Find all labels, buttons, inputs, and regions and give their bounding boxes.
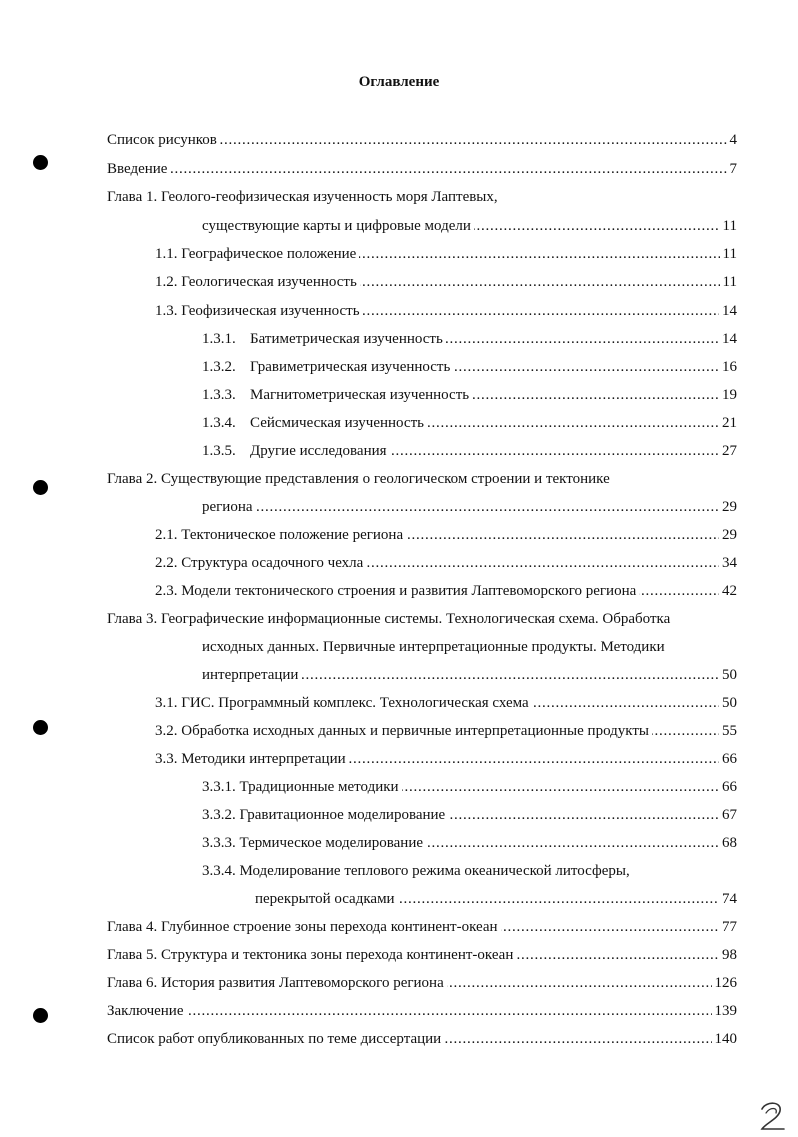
- toc-entry-page: 29: [719, 525, 737, 545]
- toc-entry-page: 11: [720, 244, 737, 264]
- toc-entry-page: 42: [719, 581, 737, 601]
- toc-entry-page: 34: [719, 553, 737, 573]
- toc-entry-number: 1.3.3.: [202, 387, 236, 403]
- toc-entry: [202, 497, 737, 517]
- toc-entry: [255, 889, 737, 909]
- toc-entry: [107, 973, 737, 993]
- toc-entry-page: 11: [720, 216, 737, 236]
- toc-entry-page: 14: [719, 301, 737, 321]
- toc-entry-text: 2.2. Структура осадочного чехла: [155, 553, 366, 573]
- toc-entry: [155, 581, 737, 601]
- toc-entry: [202, 441, 737, 461]
- toc-entry-text: перекрытой осадками: [255, 889, 398, 909]
- toc-entry-page: 16: [719, 357, 737, 377]
- toc-entry: [202, 833, 737, 853]
- toc-entry-text: 3.3. Методики интерпретации: [155, 749, 349, 769]
- toc-entry-page: 140: [712, 1029, 738, 1049]
- toc-entry-text: 2.3. Модели тектонического строения и развития Лаптевоморского региона: [155, 581, 639, 601]
- toc-entry-text: 3.3.2. Гравитационное моделирование: [202, 805, 448, 825]
- toc-entry-text: 1.2. Геологическая изученность: [155, 272, 360, 292]
- toc-entry-text: исходных данных. Первичные интерпретационные продукты. Методики: [202, 639, 665, 655]
- toc-chapter-heading: [202, 637, 737, 657]
- toc-entry: [107, 130, 737, 150]
- toc-entry-text: Глава 6. История развития Лаптевоморского региона: [107, 973, 447, 993]
- handwritten-page-mark: [756, 1099, 790, 1133]
- toc-entry: [155, 721, 737, 741]
- toc-entry-text: Список рисунков: [107, 130, 220, 150]
- toc-entry-text: интерпретации: [202, 665, 301, 685]
- toc-entry-text: существующие карты и цифровые модели: [202, 216, 474, 236]
- toc-entry-page: 67: [719, 805, 737, 825]
- toc-entry-page: 14: [719, 329, 737, 349]
- toc-entry-page: 68: [719, 833, 737, 853]
- toc-entry-text: Батиметрическая изученность: [250, 331, 443, 347]
- toc-entry-text: 1.1. Географическое положение: [155, 244, 359, 264]
- toc-entry-text: Список работ опубликованных по теме диссертации: [107, 1029, 444, 1049]
- toc-entry-page: 66: [719, 749, 737, 769]
- toc-entry-page: 4: [727, 130, 738, 150]
- toc-entry-page: 19: [719, 385, 737, 405]
- toc-entry-text: 3.1. ГИС. Программный комплекс. Технологическая схема: [155, 693, 532, 713]
- toc-entry-text: Глава 2. Существующие представления о геологическом строении и тектонике: [107, 471, 610, 487]
- toc-entry-text: региона: [202, 497, 256, 517]
- toc-entry-text: 3.3.3. Термическое моделирование: [202, 833, 426, 853]
- toc-entry: [202, 665, 737, 685]
- toc-entry-page: 126: [712, 973, 738, 993]
- toc-entry-page: 74: [719, 889, 737, 909]
- toc-entry-page: 50: [719, 665, 737, 685]
- toc-entry-text: Гравиметрическая изученность: [250, 359, 451, 375]
- toc-entry: [155, 525, 737, 545]
- toc-entry-text: Глава 1. Геолого-геофизическая изученность моря Лаптевых,: [107, 189, 498, 205]
- toc-entry-page: 27: [719, 441, 737, 461]
- toc-entry-page: 29: [719, 497, 737, 517]
- toc-title: Оглавление: [358, 74, 440, 90]
- toc-entry: [202, 357, 737, 377]
- toc-entry: [107, 159, 737, 179]
- toc-entry-page: 7: [727, 159, 738, 179]
- toc-entry-page: 50: [719, 693, 737, 713]
- toc-entry-text: Магнитометрическая изученность: [250, 387, 470, 403]
- toc-entry-number: 1.3.2.: [202, 359, 236, 375]
- toc-chapter-heading: [107, 609, 737, 629]
- toc-entry: [107, 1029, 737, 1049]
- toc-entry-text: 3.3.1. Традиционные методики: [202, 777, 402, 797]
- toc-entry-page: 139: [712, 1001, 738, 1021]
- toc-entry: [155, 301, 737, 321]
- toc-entry: [107, 945, 737, 965]
- toc-entry-text: 1.3. Геофизическая изученность: [155, 301, 363, 321]
- toc-entry-number: 1.3.4.: [202, 415, 236, 431]
- toc-chapter-heading: [202, 861, 737, 881]
- toc-entry-text: 3.3.4. Моделирование теплового режима океанической литосферы,: [202, 863, 630, 879]
- toc-entry-page: 98: [719, 945, 737, 965]
- toc-entry-text: Глава 5. Структура и тектоника зоны перехода континент-океан: [107, 945, 516, 965]
- toc-entry: [107, 1001, 737, 1021]
- toc-entry-page: 77: [719, 917, 737, 937]
- toc-entry-text: Сейсмическая изученность: [250, 415, 424, 431]
- toc-entry: [155, 272, 737, 292]
- binder-hole: [33, 720, 48, 735]
- toc-entry-page: 66: [719, 777, 737, 797]
- binder-hole: [33, 155, 48, 170]
- toc-entry: [155, 553, 737, 573]
- toc-chapter-heading: [107, 469, 737, 489]
- toc-entry-text: Введение: [107, 159, 170, 179]
- toc-entry: [155, 749, 737, 769]
- binder-hole: [33, 1008, 48, 1023]
- toc-entry: [202, 216, 737, 236]
- binder-hole: [33, 480, 48, 495]
- toc-entry-page: 55: [719, 721, 737, 741]
- toc-entry: [155, 244, 737, 264]
- toc-entry-text: Другие исследования: [250, 443, 387, 459]
- toc-entry-page: 11: [720, 272, 737, 292]
- toc-entry: [202, 385, 737, 405]
- toc-entry-page: 21: [719, 413, 737, 433]
- toc-entry: [155, 693, 737, 713]
- toc-entry: [202, 805, 737, 825]
- toc-entry-number: 1.3.1.: [202, 331, 236, 347]
- toc-entry: [202, 777, 737, 797]
- toc-entry-text: 3.2. Обработка исходных данных и первичные интерпретационные продукты: [155, 721, 652, 741]
- toc-entry: [202, 413, 737, 433]
- toc-entry: [202, 329, 737, 349]
- toc-entry-text: 2.1. Тектоническое положение региона: [155, 525, 406, 545]
- toc-entry-text: Глава 3. Географические информационные системы. Технологическая схема. Обработка: [107, 611, 671, 627]
- toc-entry-text: Глава 4. Глубинное строение зоны перехода континент-океан: [107, 917, 501, 937]
- toc-entry-text: Заключение: [107, 1001, 187, 1021]
- toc-entry-number: 1.3.5.: [202, 443, 236, 459]
- toc-chapter-heading: [107, 187, 737, 207]
- toc-entry: [107, 917, 737, 937]
